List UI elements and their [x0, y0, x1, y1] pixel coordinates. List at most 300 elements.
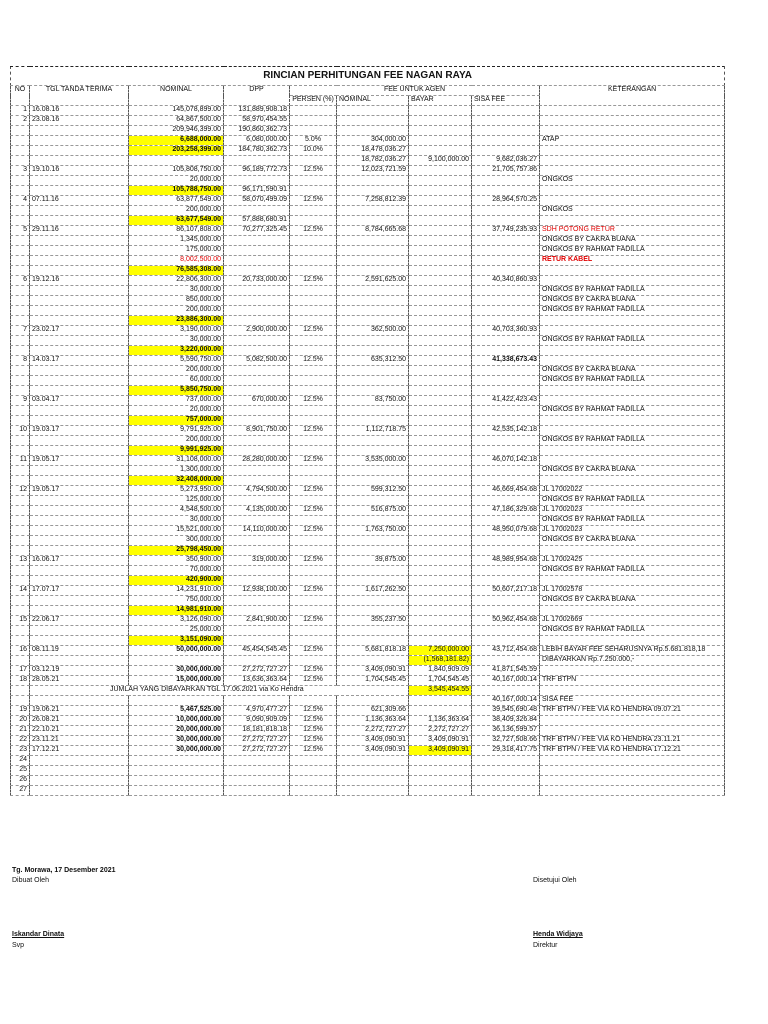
cell-dpp: 4,135,000.00 [224, 506, 290, 516]
cell-bayar [409, 356, 472, 366]
cell-dpp [224, 596, 290, 606]
cell-dpp: 5,082,500.00 [224, 356, 290, 366]
table-row [11, 466, 725, 476]
cell-no [11, 176, 30, 186]
cell-fee-nominal: 1,136,363.64 [337, 716, 409, 726]
cell-bayar: 3,409,090.91 [409, 746, 472, 756]
cell-persen: 12.5% [290, 586, 337, 596]
cell-fee-nominal: 83,750.00 [337, 396, 409, 406]
cell-keterangan [540, 126, 725, 136]
cell-tgl: 07.11.16 [30, 196, 129, 206]
cell-dpp [224, 266, 290, 276]
table-row [11, 336, 725, 346]
cell-tgl [30, 696, 129, 706]
cell-no [11, 336, 30, 346]
cell-fee-nominal [337, 516, 409, 526]
cell-fee-nominal: 304,000.00 [337, 136, 409, 146]
table-row [11, 256, 725, 266]
cell-dpp: 184,780,362.73 [224, 146, 290, 156]
cell-dpp: 13,636,363.64 [224, 676, 290, 686]
cell-persen: 12.5% [290, 166, 337, 176]
col-tgl: TGL TANDA TERIMA [30, 86, 129, 106]
cell-fee-nominal [337, 546, 409, 556]
cell-persen [290, 256, 337, 266]
cell-dpp [224, 776, 290, 786]
cell-nominal [129, 656, 224, 666]
cell-keterangan [540, 456, 725, 466]
cell-fee-nominal [337, 376, 409, 386]
col-persen: PERSEN (%) [290, 96, 337, 106]
cell-fee-nominal [337, 176, 409, 186]
cell-persen [290, 776, 337, 786]
cell-persen: 12.5% [290, 556, 337, 566]
cell-persen [290, 156, 337, 166]
table-row [11, 716, 725, 726]
cell-no [11, 146, 30, 156]
cell-fee-nominal [337, 566, 409, 576]
col-keterangan: KETERANGAN [540, 86, 725, 106]
table-row [11, 706, 725, 716]
cell-fee-nominal [337, 436, 409, 446]
cell-keterangan [540, 196, 725, 206]
cell-no [11, 606, 30, 616]
cell-persen [290, 536, 337, 546]
cell-tgl [30, 466, 129, 476]
cell-dpp [224, 496, 290, 506]
cell-persen: 12.5% [290, 716, 337, 726]
cell-persen [290, 566, 337, 576]
cell-bayar [409, 316, 472, 326]
cell-tgl [30, 756, 129, 766]
cell-keterangan [540, 786, 725, 796]
cell-fee-nominal [337, 626, 409, 636]
cell-dpp: 18,181,818.18 [224, 726, 290, 736]
table-row [11, 286, 725, 296]
cell-persen: 10.0% [290, 146, 337, 156]
cell-fee-nominal [337, 756, 409, 766]
cell-bayar [409, 256, 472, 266]
table-row [11, 386, 725, 396]
cell-no [11, 446, 30, 456]
cell-tgl [30, 186, 129, 196]
cell-keterangan: ONGKOS BY RAHMAT FADILLA [540, 286, 725, 296]
cell-sisa [472, 256, 540, 266]
cell-fee-nominal [337, 206, 409, 216]
cell-dpp [224, 246, 290, 256]
cell-persen [290, 446, 337, 456]
cell-dpp: 58,070,499.09 [224, 196, 290, 206]
cell-sisa: 38,409,326.84 [472, 716, 540, 726]
table-row [11, 226, 725, 236]
cell-tgl [30, 336, 129, 346]
cell-fee-nominal: 2,591,625.00 [337, 276, 409, 286]
cell-fee-nominal [337, 256, 409, 266]
cell-tgl: 16.08.16 [30, 106, 129, 116]
cell-tgl [30, 176, 129, 186]
cell-sisa [472, 686, 540, 696]
cell-bayar: 1,704,545.45 [409, 676, 472, 686]
table-row [11, 756, 725, 766]
cell-no: 18 [11, 676, 30, 686]
cell-sisa: 48,989,954.68 [472, 556, 540, 566]
cell-no [11, 156, 30, 166]
cell-persen: 12.5% [290, 356, 337, 366]
place-date: Tg. Morawa, 17 Desember 2021 [12, 867, 116, 874]
cell-keterangan [540, 386, 725, 396]
cell-sisa [472, 786, 540, 796]
table-row [11, 376, 725, 386]
cell-dpp [224, 786, 290, 796]
cell-sisa [472, 476, 540, 486]
cell-tgl [30, 266, 129, 276]
cell-nominal: 25,000.00 [129, 626, 224, 636]
cell-bayar [409, 116, 472, 126]
cell-dpp: 20,733,000.00 [224, 276, 290, 286]
cell-persen [290, 596, 337, 606]
cell-sisa: 48,950,079.68 [472, 526, 540, 536]
cell-nominal: 203,258,399.00 [129, 146, 224, 156]
cell-nominal [129, 786, 224, 796]
cell-dpp [224, 476, 290, 486]
cell-persen [290, 126, 337, 136]
cell-persen [290, 416, 337, 426]
cell-keterangan: JL 17002578 [540, 586, 725, 596]
cell-bayar [409, 546, 472, 556]
cell-nominal: 737,000.00 [129, 396, 224, 406]
cell-no [11, 566, 30, 576]
cell-bayar [409, 536, 472, 546]
cell-tgl: 22.10.21 [30, 726, 129, 736]
cell-no: 19 [11, 706, 30, 716]
cell-sisa [472, 106, 540, 116]
cell-persen: 12.5% [290, 666, 337, 676]
cell-nominal: 3,220,000.00 [129, 346, 224, 356]
cell-sisa [472, 266, 540, 276]
cell-keterangan [540, 266, 725, 276]
cell-persen [290, 626, 337, 636]
cell-fee-nominal [337, 576, 409, 586]
cell-tgl [30, 346, 129, 356]
cell-sisa [472, 416, 540, 426]
cell-keterangan [540, 396, 725, 406]
table-row [11, 156, 725, 166]
cell-dpp: 96,189,772.73 [224, 166, 290, 176]
cell-dpp [224, 286, 290, 296]
cell-sisa [472, 316, 540, 326]
table-row [11, 136, 725, 146]
cell-dpp [224, 566, 290, 576]
cell-keterangan: DIBAYARKAN Rp.7.250.000,- [540, 656, 725, 666]
cell-nominal: 1,345,000.00 [129, 236, 224, 246]
cell-fee-nominal: 621,309.66 [337, 706, 409, 716]
cell-keterangan: ONGKOS BY CAKRA BUANA [540, 466, 725, 476]
cell-persen: 12.5% [290, 196, 337, 206]
cell-keterangan: ONGKOS BY RAHMAT FADILLA [540, 626, 725, 636]
cell-bayar [409, 506, 472, 516]
cell-sisa: 39,545,690.48 [472, 706, 540, 716]
cell-no: 27 [11, 786, 30, 796]
cell-bayar [409, 616, 472, 626]
cell-nominal: 209,946,399.00 [129, 126, 224, 136]
cell-nominal [129, 156, 224, 166]
cell-persen [290, 546, 337, 556]
cell-fee-nominal: 1,112,718.75 [337, 426, 409, 436]
cell-bayar: 2,272,727.27 [409, 726, 472, 736]
cell-dpp: 4,970,477.27 [224, 706, 290, 716]
cell-keterangan: ONGKOS BY CAKRA BUANA [540, 536, 725, 546]
cell-sisa: 40,340,860.93 [472, 276, 540, 286]
cell-no [11, 296, 30, 306]
cell-bayar [409, 246, 472, 256]
cell-tgl: 19.10.16 [30, 166, 129, 176]
cell-dpp: 2,841,900.00 [224, 616, 290, 626]
cell-keterangan [540, 776, 725, 786]
cell-sisa [472, 246, 540, 256]
cell-sisa [472, 516, 540, 526]
cell-bayar [409, 446, 472, 456]
table-row [11, 326, 725, 336]
approver-name: Henda Widjaya [533, 931, 583, 938]
cell-persen: 12.5% [290, 616, 337, 626]
cell-tgl [30, 136, 129, 146]
cell-bayar [409, 326, 472, 336]
cell-nominal: 5,273,950.00 [129, 486, 224, 496]
cell-fee-nominal [337, 216, 409, 226]
table-row [11, 116, 725, 126]
cell-nominal: 22,806,300.00 [129, 276, 224, 286]
table-row [11, 176, 725, 186]
table-row [11, 726, 725, 736]
cell-nominal: 86,107,808.00 [129, 226, 224, 236]
cell-sisa: 43,712,454.68 [472, 646, 540, 656]
cell-persen [290, 186, 337, 196]
cell-sisa [472, 626, 540, 636]
cell-tgl: 19.05.17 [30, 486, 129, 496]
table-row [11, 166, 725, 176]
cell-sisa [472, 116, 540, 126]
cell-keterangan: JL 17002022 [540, 486, 725, 496]
cell-bayar [409, 236, 472, 246]
fee-table [10, 66, 725, 796]
cell-nominal: 750,000.00 [129, 596, 224, 606]
col-fee-group: FEE UNTUK AGEN [290, 86, 540, 96]
cell-sisa [472, 186, 540, 196]
cell-tgl [30, 536, 129, 546]
cell-fee-nominal [337, 766, 409, 776]
cell-persen: 12.5% [290, 676, 337, 686]
cell-dpp [224, 256, 290, 266]
cell-nominal: 20,000,000.00 [129, 726, 224, 736]
cell-tgl [30, 316, 129, 326]
cell-sisa [472, 286, 540, 296]
cell-bayar [409, 596, 472, 606]
cell-fee-nominal [337, 636, 409, 646]
cell-no [11, 256, 30, 266]
cell-tgl [30, 516, 129, 526]
cell-no: 25 [11, 766, 30, 776]
cell-no: 26 [11, 776, 30, 786]
cell-bayar [409, 416, 472, 426]
cell-bayar: 1,840,909.09 [409, 666, 472, 676]
cell-sisa: 32,727,508.66 [472, 736, 540, 746]
cell-fee-nominal [337, 266, 409, 276]
cell-no [11, 316, 30, 326]
cell-nominal: 5,467,525.00 [129, 706, 224, 716]
cell-tgl: 28.05.21 [30, 676, 129, 686]
cell-bayar [409, 756, 472, 766]
cell-nominal [129, 696, 224, 706]
cell-nominal: 4,548,500.00 [129, 506, 224, 516]
cell-sisa [472, 636, 540, 646]
cell-sisa [472, 146, 540, 156]
cell-nominal: 30,000,000.00 [129, 736, 224, 746]
cell-no [11, 366, 30, 376]
cell-nominal: 63,877,549.00 [129, 196, 224, 206]
cell-dpp [224, 626, 290, 636]
cell-persen: 12.5% [290, 736, 337, 746]
cell-persen [290, 576, 337, 586]
cell-bayar [409, 566, 472, 576]
cell-no: 4 [11, 196, 30, 206]
cell-keterangan: TRF BTPN / FEE VIA KO HENDRA 23.11.21 [540, 736, 725, 746]
cell-keterangan: ONGKOS BY RAHMAT FADILLA [540, 436, 725, 446]
table-row [11, 486, 725, 496]
cell-tgl [30, 156, 129, 166]
cell-no: 7 [11, 326, 30, 336]
cell-bayar [409, 166, 472, 176]
cell-persen [290, 116, 337, 126]
cell-dpp: 9,090,909.09 [224, 716, 290, 726]
cell-no: 14 [11, 586, 30, 596]
cell-bayar [409, 366, 472, 376]
cell-persen [290, 466, 337, 476]
cell-keterangan: ONGKOS BY RAHMAT FADILLA [540, 246, 725, 256]
cell-bayar [409, 576, 472, 586]
cell-persen: 12.5% [290, 396, 337, 406]
cell-sisa [472, 536, 540, 546]
cell-tgl [30, 506, 129, 516]
col-no: NO [11, 86, 30, 106]
cell-fee-nominal [337, 296, 409, 306]
cell-fee-nominal [337, 606, 409, 616]
cell-bayar [409, 386, 472, 396]
cell-tgl [30, 146, 129, 156]
cell-nominal: 30,000,000.00 [129, 746, 224, 756]
cell-sisa [472, 496, 540, 506]
cell-nominal: 105,808,750.00 [129, 166, 224, 176]
cell-tgl [30, 626, 129, 636]
table-row [11, 196, 725, 206]
cell-bayar: 7,250,000.00 [409, 646, 472, 656]
cell-fee-nominal [337, 306, 409, 316]
table-row [11, 396, 725, 406]
cell-sisa: 46,070,142.18 [472, 456, 540, 466]
cell-fee-nominal [337, 336, 409, 346]
cell-nominal: 63,677,549.00 [129, 216, 224, 226]
cell-fee-nominal [337, 106, 409, 116]
cell-sisa [472, 606, 540, 616]
cell-nominal: 200,000.00 [129, 206, 224, 216]
cell-sisa: 46,669,454.68 [472, 486, 540, 496]
table-row [11, 536, 725, 546]
col-nominal: NOMINAL [129, 86, 224, 106]
cell-tgl: 19.03.17 [30, 426, 129, 436]
cell-tgl [30, 126, 129, 136]
cell-tgl: 17.07.17 [30, 586, 129, 596]
cell-keterangan: TRF BTPN / FEE VIA KO HENDRA 17.12.21 [540, 746, 725, 756]
cell-persen: 12.5% [290, 726, 337, 736]
cell-no: 13 [11, 556, 30, 566]
cell-tgl [30, 436, 129, 446]
cell-persen [290, 236, 337, 246]
cell-sisa [472, 436, 540, 446]
cell-keterangan [540, 416, 725, 426]
cell-tgl: 26.08.21 [30, 716, 129, 726]
cell-keterangan: ONGKOS BY RAHMAT FADILLA [540, 566, 725, 576]
cell-bayar [409, 586, 472, 596]
cell-no [11, 656, 30, 666]
table-row [11, 276, 725, 286]
table-row [11, 316, 725, 326]
cell-sisa: 41,871,545.59 [472, 666, 540, 676]
cell-keterangan [540, 326, 725, 336]
cell-keterangan: ONGKOS BY RAHMAT FADILLA [540, 336, 725, 346]
cell-no [11, 546, 30, 556]
cell-nominal: 64,867,500.00 [129, 116, 224, 126]
cell-persen: 5.0% [290, 136, 337, 146]
cell-no: 10 [11, 426, 30, 436]
table-row [11, 356, 725, 366]
cell-sisa: 37,749,235.93 [472, 226, 540, 236]
cell-dpp [224, 366, 290, 376]
table-row [11, 616, 725, 626]
cell-no [11, 596, 30, 606]
cell-nominal: 145,078,899.00 [129, 106, 224, 116]
cell-persen: 12.5% [290, 226, 337, 236]
cell-sisa: 50,962,454.68 [472, 616, 540, 626]
cell-keterangan: LEBIH BAYAR FEE SEHARUSNYA Rp.5.681.818,18 [540, 646, 725, 656]
cell-persen [290, 176, 337, 186]
cell-persen [290, 106, 337, 116]
cell-nominal: 9,791,925.00 [129, 426, 224, 436]
cell-bayar [409, 706, 472, 716]
cell-persen [290, 286, 337, 296]
cell-persen [290, 656, 337, 666]
cell-tgl [30, 446, 129, 456]
cell-keterangan: ONGKOS BY CAKRA BUANA [540, 236, 725, 246]
cell-sisa: 50,607,217.18 [472, 586, 540, 596]
cell-dpp: 131,889,908.18 [224, 106, 290, 116]
cell-tgl [30, 786, 129, 796]
cell-bayar: 9,100,000.00 [409, 156, 472, 166]
cell-dpp [224, 386, 290, 396]
cell-no [11, 216, 30, 226]
cell-fee-nominal [337, 536, 409, 546]
cell-nominal: 8,002,500.00 [129, 256, 224, 266]
cell-sisa [472, 776, 540, 786]
cell-merged-note: JUMLAH YANG DIBAYARKAN TGL 17.06.2021 via Ko Hendra [30, 686, 409, 696]
cell-no [11, 626, 30, 636]
cell-tgl [30, 576, 129, 586]
table-row [11, 416, 725, 426]
col-sisa: SISA FEE [472, 96, 540, 106]
cell-dpp [224, 336, 290, 346]
cell-sisa [472, 126, 540, 136]
cell-no [11, 186, 30, 196]
cell-keterangan: ONGKOS BY CAKRA BUANA [540, 366, 725, 376]
table-row [11, 446, 725, 456]
table-row [11, 776, 725, 786]
